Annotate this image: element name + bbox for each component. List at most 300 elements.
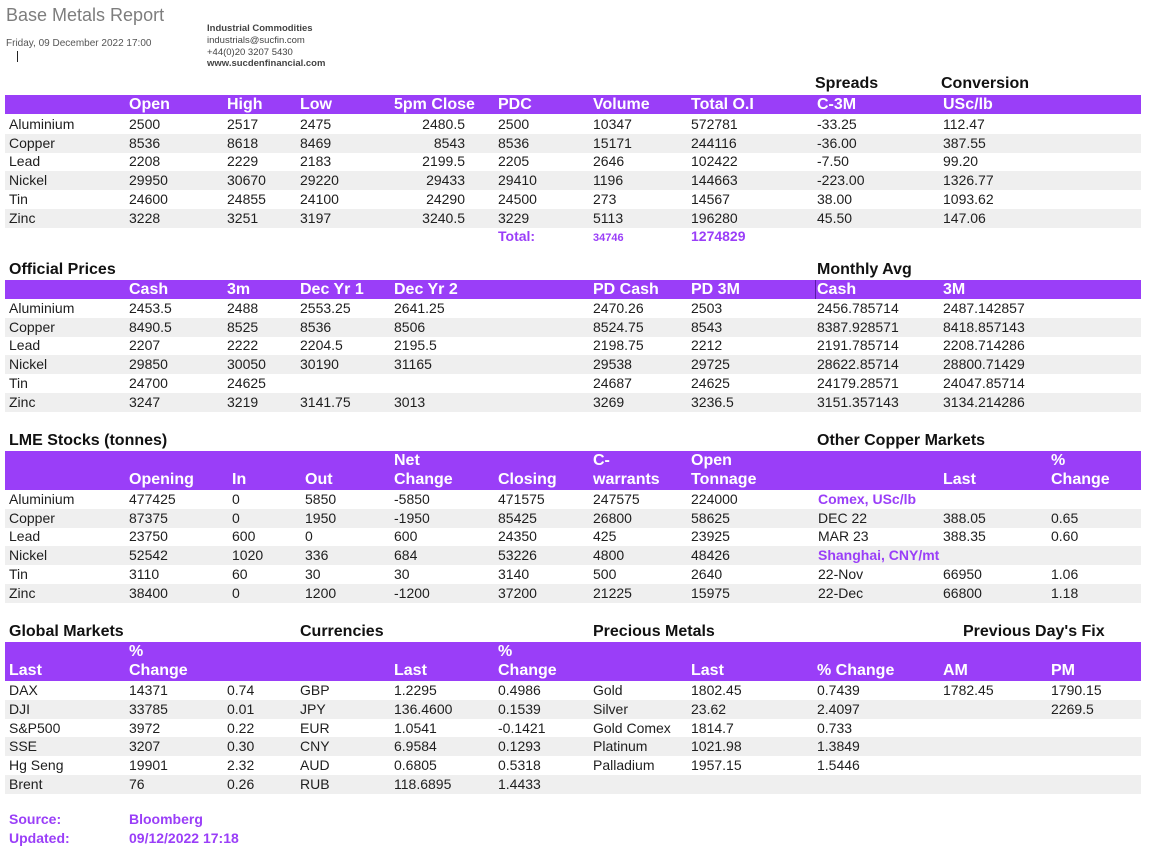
currency-last: 1.0541: [394, 719, 437, 736]
cell-pd-cash: 2470.26: [593, 300, 644, 316]
official-row: [5, 299, 1141, 318]
currency-change: 0.1539: [498, 700, 541, 717]
metal-name: Tin: [9, 374, 28, 391]
currency-change: 0.5318: [498, 757, 541, 774]
precious-name: Silver: [593, 700, 629, 717]
cell-c-3m: -33.25: [817, 116, 857, 132]
cell-dec-yr-1: 30190: [300, 356, 339, 373]
official-header-row: [5, 280, 1141, 299]
cell-open-tonnage: 58625: [691, 509, 730, 526]
cell-monthly-cash: 2456.785714: [817, 300, 899, 316]
col-low: Low: [300, 96, 332, 113]
cell-pd-cash: 8524.75: [593, 318, 644, 335]
col-volume: Volume: [593, 96, 650, 113]
col-other-last: Last: [943, 471, 976, 488]
cell-volume: 2646: [593, 153, 625, 170]
cell-c-3m: 45.50: [817, 209, 853, 226]
cell-closing: 53226: [498, 547, 537, 564]
index-change: 0.22: [227, 719, 255, 736]
cell-c-3m: -223.00: [817, 172, 865, 189]
cell-monthly-3m: 2208.714286: [943, 337, 1025, 354]
index-name: Hg Seng: [9, 757, 64, 774]
metal-name: Copper: [9, 509, 55, 526]
previous-day-fix-title: Previous Day's Fix: [963, 623, 1105, 640]
cell-net-change: 684: [394, 547, 418, 564]
cell-total-oi: 144663: [691, 172, 738, 189]
index-name: SSE: [9, 738, 38, 755]
col-cash: Cash: [129, 281, 169, 298]
other-market-last: 66950: [943, 565, 982, 582]
lme-stocks-title: LME Stocks (tonnes): [9, 432, 168, 449]
precious-change: 1.3849: [817, 738, 860, 755]
official-row: [5, 393, 1141, 412]
cell-pd-3m: 8543: [691, 318, 723, 335]
cell-in: 600: [232, 528, 256, 545]
cell-closing: 471575: [498, 491, 545, 507]
cell-5pm-close: 2480.5: [422, 116, 465, 132]
cell-opening: 87375: [129, 509, 168, 526]
cell-volume: 5113: [593, 209, 624, 226]
col-precious-pct-change: % Change: [817, 662, 895, 679]
other-market-heading: Comex, USc/lb: [818, 491, 917, 507]
cell-out: 336: [305, 547, 329, 564]
currency-code: CNY: [300, 738, 330, 755]
cell-opening: 38400: [129, 584, 168, 601]
index-last: 33785: [129, 700, 168, 717]
col-pdc: PDC: [498, 96, 532, 113]
official-row: [5, 336, 1141, 355]
col-fix-pm: PM: [1051, 662, 1075, 679]
cell-out: 1950: [305, 509, 337, 526]
cell-c-3m: -7.50: [817, 153, 849, 170]
index-last: 76: [129, 776, 145, 792]
cell-out: 1200: [305, 584, 337, 601]
total-volume: 34746: [593, 232, 624, 244]
col-global-pct-top: %: [129, 643, 144, 660]
cell-5pm-close: 8543: [433, 134, 465, 151]
cell-in: 60: [232, 565, 248, 582]
fix-pm: 2269.5: [1051, 700, 1094, 717]
cell-high: 24855: [227, 190, 266, 207]
metal-name: Zinc: [9, 209, 36, 226]
cell-c-3m: 38.00: [817, 190, 853, 207]
currency-change: -0.1421: [498, 719, 546, 736]
cell-monthly-cash: 8387.928571: [817, 318, 899, 335]
prices-row: [5, 190, 1141, 209]
cell-open-tonnage: 23925: [691, 528, 730, 545]
cell-monthly-cash: 28622.85714: [817, 356, 899, 373]
other-market-change: 0.65: [1051, 509, 1079, 526]
cell-monthly-3m: 8418.857143: [943, 318, 1025, 335]
prices-row: [5, 115, 1141, 134]
col-pd-cash: PD Cash: [593, 281, 659, 298]
cell-3m: 3219: [227, 393, 259, 410]
stocks-row: [5, 546, 1141, 565]
cell-out: 30: [305, 565, 321, 582]
currency-change: 0.4986: [498, 682, 541, 698]
cell-pd-cash: 24687: [593, 374, 632, 391]
cell-5pm-close: 2199.5: [422, 153, 465, 170]
col-monthly-3m: 3M: [943, 281, 966, 298]
cell-high: 8618: [227, 134, 259, 151]
cell-3m: 30050: [227, 356, 266, 373]
currency-code: GBP: [300, 682, 330, 698]
index-name: Brent: [9, 776, 43, 792]
cell-dec-yr-2: 31165: [394, 356, 432, 373]
col-global-last: Last: [9, 662, 42, 679]
cell-pd-cash: 3269: [593, 393, 625, 410]
updated-label: Updated:: [9, 830, 70, 846]
currency-code: RUB: [300, 776, 330, 792]
metal-name: Lead: [9, 153, 41, 170]
cell-out: 0: [305, 528, 313, 545]
cell-c-3m: -36.00: [817, 134, 857, 151]
cell-dec-yr-2: 3013: [394, 393, 426, 410]
total-label: Total:: [498, 228, 536, 244]
col-net-top: Net: [394, 452, 420, 469]
metal-name: Tin: [9, 190, 28, 207]
cell-volume: 273: [593, 190, 617, 207]
cell-volume: 1196: [593, 172, 624, 189]
contact-department: Industrial Commodities: [207, 23, 313, 34]
cell-pdc: 24500: [498, 190, 537, 207]
column-separator: [815, 280, 816, 299]
other-market-contract: 22-Nov: [818, 565, 864, 582]
currency-change: 0.1293: [498, 738, 541, 755]
col-out: Out: [305, 471, 333, 488]
index-change: 0.26: [227, 776, 255, 792]
col-dec-yr-2: Dec Yr 2: [394, 281, 458, 298]
cell-open: 2500: [129, 116, 161, 132]
col-currency-pct-top: %: [498, 643, 513, 660]
cell-open: 2208: [129, 153, 161, 170]
col-precious-last: Last: [691, 662, 724, 679]
col-in: In: [232, 471, 247, 488]
index-change: 0.30: [227, 738, 255, 755]
cell-open: 24600: [129, 190, 168, 207]
cell-total-oi: 102422: [691, 153, 738, 170]
precious-last: 1957.15: [691, 757, 742, 774]
cell-closing: 37200: [498, 584, 537, 601]
cell-closing: 24350: [498, 528, 537, 545]
cell-total-oi: 244116: [691, 134, 737, 151]
cell-net-change: -5850: [394, 491, 430, 507]
metal-name: Aluminium: [9, 116, 75, 132]
cell-pd-3m: 24625: [691, 374, 730, 391]
cell-monthly-3m: 2487.142857: [943, 300, 1025, 316]
total-open-interest: 1274829: [691, 228, 746, 244]
precious-change: 2.4097: [817, 700, 860, 717]
global-header-row: [5, 642, 1141, 681]
precious-last: 23.62: [691, 700, 727, 717]
cell-volume: 15171: [593, 134, 632, 151]
cell-dec-yr-2: 8506: [394, 318, 426, 335]
cell-monthly-cash: 3151.357143: [817, 393, 899, 410]
cell-in: 1020: [232, 547, 264, 564]
global-row: [5, 756, 1141, 775]
cell-pdc: 2500: [498, 116, 530, 132]
col-other-pct-top: %: [1051, 452, 1066, 469]
cell-pd-3m: 3236.5: [691, 393, 734, 410]
source-label: Source:: [9, 811, 62, 827]
other-market-contract: 22-Dec: [818, 584, 864, 601]
cell-pdc: 3229: [498, 209, 530, 226]
cell-c-warrants: 500: [593, 565, 617, 582]
col-usc-lb: USc/lb: [943, 96, 993, 113]
cell-dec-yr-1: 3141.75: [300, 393, 351, 410]
cell-cash: 29850: [129, 356, 168, 373]
updated-value: 09/12/2022 17:18: [129, 830, 239, 846]
metal-name: Lead: [9, 528, 41, 545]
cell-monthly-cash: 24179.28571: [817, 374, 899, 391]
cell-usc-lb: 147.06: [943, 209, 986, 226]
col-cw-top: C-: [593, 452, 610, 469]
other-market-change: 1.18: [1051, 584, 1079, 601]
cell-5pm-close: 3240.5: [422, 209, 465, 226]
currency-last: 0.6805: [394, 757, 437, 774]
cell-usc-lb: 1093.62: [943, 190, 994, 207]
col-closing: Closing: [498, 471, 557, 488]
cell-pd-3m: 2212: [691, 337, 723, 354]
global-row: [5, 681, 1141, 700]
report-date: Friday, 09 December 2022 17:00: [6, 38, 152, 49]
metal-name: Nickel: [9, 356, 48, 373]
stocks-row: [5, 490, 1141, 509]
spreads-title: Spreads: [815, 75, 879, 92]
cell-cash: 8490.5: [129, 318, 172, 335]
precious-name: Palladium: [593, 757, 655, 774]
cell-opening: 52542: [129, 547, 168, 564]
cell-3m: 8525: [227, 318, 259, 335]
col-open-tonnage: Tonnage: [691, 471, 757, 488]
cell-dec-yr-1: 8536: [300, 318, 332, 335]
cell-5pm-close: 24290: [426, 190, 465, 207]
global-row: [5, 737, 1141, 756]
prices-row: [5, 171, 1141, 190]
official-row: [5, 355, 1141, 374]
prices-row: [5, 209, 1141, 228]
index-change: 0.01: [227, 700, 255, 717]
cell-usc-lb: 1326.77: [943, 172, 994, 189]
other-market-last: 388.05: [943, 509, 986, 526]
cell-closing: 3140: [498, 565, 530, 582]
cell-low: 2183: [300, 153, 332, 170]
cell-open-tonnage: 2640: [691, 565, 723, 582]
cell-opening: 3110: [129, 565, 160, 582]
cell-monthly-cash: 2191.785714: [817, 337, 899, 354]
cell-open-tonnage: 48426: [691, 547, 730, 564]
col-fix-am: AM: [943, 662, 968, 679]
metal-name: Aluminium: [9, 300, 75, 316]
cell-usc-lb: 99.20: [943, 153, 979, 170]
stocks-row: [5, 584, 1141, 603]
cell-in: 0: [232, 584, 240, 601]
cell-c-warrants: 425: [593, 528, 617, 545]
source-value: Bloomberg: [129, 811, 203, 827]
cell-low: 24100: [300, 190, 339, 207]
cell-total-oi: 196280: [691, 209, 738, 226]
cell-usc-lb: 112.47: [943, 116, 985, 132]
cell-cash: 24700: [129, 374, 168, 391]
col-monthly-cash: Cash: [817, 281, 857, 298]
index-last: 3972: [129, 719, 161, 736]
cell-monthly-3m: 24047.85714: [943, 374, 1025, 391]
col-high: High: [227, 96, 263, 113]
index-last: 14371: [129, 682, 168, 698]
monthly-avg-title: Monthly Avg: [817, 261, 912, 278]
cell-dec-yr-2: 2195.5: [394, 337, 437, 354]
stocks-row: [5, 527, 1141, 546]
other-market-heading: Shanghai, CNY/mt: [818, 547, 940, 564]
cell-low: 29220: [300, 172, 339, 189]
cell-usc-lb: 387.55: [943, 134, 986, 151]
index-name: DAX: [9, 682, 38, 698]
col-c-3m: C-3M: [817, 96, 857, 113]
cell-volume: 10347: [593, 116, 632, 132]
cell-opening: 23750: [129, 528, 168, 545]
metal-name: Nickel: [9, 547, 48, 564]
cell-total-oi: 14567: [691, 190, 730, 207]
cell-net-change: -1200: [394, 584, 430, 601]
other-market-contract: DEC 22: [818, 509, 868, 526]
cell-open-tonnage: 15975: [691, 584, 730, 601]
cell-dec-yr-1: 2204.5: [300, 337, 343, 354]
col-dec-yr-1: Dec Yr 1: [300, 281, 364, 298]
cell-pdc: 2205: [498, 153, 530, 170]
cell-c-warrants: 21225: [593, 584, 632, 601]
col-currency-last: Last: [394, 662, 427, 679]
cell-5pm-close: 29433: [426, 172, 465, 189]
currency-last: 136.4600: [394, 700, 453, 717]
cell-opening: 477425: [129, 491, 176, 507]
fix-am: 1782.45: [943, 682, 994, 698]
col-currency-pct-change: Change: [498, 662, 557, 679]
currency-last: 1.2295: [394, 682, 437, 698]
cell-net-change: 30: [394, 565, 410, 582]
metal-name: Lead: [9, 337, 41, 354]
stocks-row: [5, 565, 1141, 584]
index-change: 2.32: [227, 757, 255, 774]
precious-last: 1802.45: [691, 682, 742, 698]
col-c-warrants: warrants: [593, 471, 660, 488]
metal-name: Zinc: [9, 584, 36, 601]
cell-cash: 3247: [129, 393, 161, 410]
cell-monthly-3m: 3134.214286: [943, 393, 1025, 410]
prices-row: [5, 152, 1141, 171]
official-row: [5, 318, 1141, 337]
cell-open: 3228: [129, 209, 161, 226]
cell-cash: 2207: [129, 337, 161, 354]
precious-metals-title: Precious Metals: [593, 623, 715, 640]
other-market-contract: MAR 23: [818, 528, 869, 545]
cell-dec-yr-2: 2641.25: [394, 300, 445, 316]
fix-pm: 1790.15: [1051, 682, 1102, 698]
cell-open-tonnage: 224000: [691, 491, 738, 507]
currency-code: JPY: [300, 700, 326, 717]
report-title: Base Metals Report: [6, 5, 165, 25]
precious-last: 1021.98: [691, 738, 742, 755]
global-markets-title: Global Markets: [9, 623, 124, 640]
metal-name: Nickel: [9, 172, 48, 189]
metal-name: Tin: [9, 565, 28, 582]
index-name: S&P500: [9, 719, 61, 736]
cell-low: 3197: [300, 209, 332, 226]
precious-change: 1.5446: [817, 757, 860, 774]
cell-open: 29950: [129, 172, 168, 189]
currency-code: EUR: [300, 719, 330, 736]
global-row: [5, 719, 1141, 738]
cell-net-change: 600: [394, 528, 418, 545]
precious-change: 0.733: [817, 719, 853, 736]
cell-3m: 2488: [227, 300, 259, 316]
cell-closing: 85425: [498, 509, 537, 526]
cell-pdc: 8536: [498, 134, 530, 151]
cell-open: 8536: [129, 134, 161, 151]
cell-pdc: 29410: [498, 172, 537, 189]
metal-name: Copper: [9, 134, 55, 151]
global-row: [5, 775, 1141, 794]
stocks-header-row: [5, 451, 1141, 490]
cell-low: 2475: [300, 116, 332, 132]
col-opening: Opening: [129, 471, 194, 488]
cell-in: 0: [232, 509, 240, 526]
prices-row: [5, 134, 1141, 153]
cell-3m: 2222: [227, 337, 259, 354]
col-other-pct-change: Change: [1051, 471, 1110, 488]
cell-3m: 24625: [227, 374, 266, 391]
cell-c-warrants: 247575: [593, 491, 640, 507]
contact-phone: +44(0)20 3207 5430: [207, 47, 293, 58]
cell-high: 30670: [227, 172, 266, 189]
cell-pd-3m: 29725: [691, 356, 730, 373]
cell-dec-yr-1: 2553.25: [300, 300, 351, 316]
precious-change: 0.7439: [817, 682, 860, 698]
cell-high: 2517: [227, 116, 259, 132]
other-market-change: 1.06: [1051, 565, 1079, 582]
col-ot-top: Open: [691, 452, 732, 469]
col-5pm-close: 5pm Close: [394, 96, 475, 113]
col-pd-3m: PD 3M: [691, 281, 740, 298]
official-prices-title: Official Prices: [9, 261, 116, 278]
currency-change: 1.4433: [498, 776, 541, 792]
prices-header-row: [5, 95, 1141, 114]
conversion-title: Conversion: [941, 75, 1030, 92]
precious-name: Gold: [593, 682, 623, 698]
cell-pd-3m: 2503: [691, 300, 723, 316]
index-last: 3207: [129, 738, 161, 755]
col-total-oi: Total O.I: [691, 96, 754, 113]
cell-c-warrants: 4800: [593, 547, 625, 564]
other-copper-title: Other Copper Markets: [817, 432, 986, 449]
cell-low: 8469: [300, 134, 332, 151]
contact-email[interactable]: industrials@sucfin.com: [207, 35, 305, 46]
precious-name: Platinum: [593, 738, 648, 755]
currency-last: 118.6895: [394, 776, 452, 792]
index-name: DJI: [9, 700, 30, 717]
col-open: Open: [129, 96, 170, 113]
cell-high: 3251: [227, 209, 259, 226]
other-market-last: 66800: [943, 584, 982, 601]
precious-name: Gold Comex: [593, 719, 671, 736]
col-3m: 3m: [227, 281, 251, 298]
official-row: [5, 374, 1141, 393]
contact-website[interactable]: www.sucdenfinancial.com: [207, 58, 326, 69]
other-market-last: 388.35: [943, 528, 986, 545]
cell-high: 2229: [227, 153, 259, 170]
global-row: [5, 700, 1141, 719]
cell-in: 0: [232, 491, 240, 507]
index-change: 0.74: [227, 682, 255, 698]
